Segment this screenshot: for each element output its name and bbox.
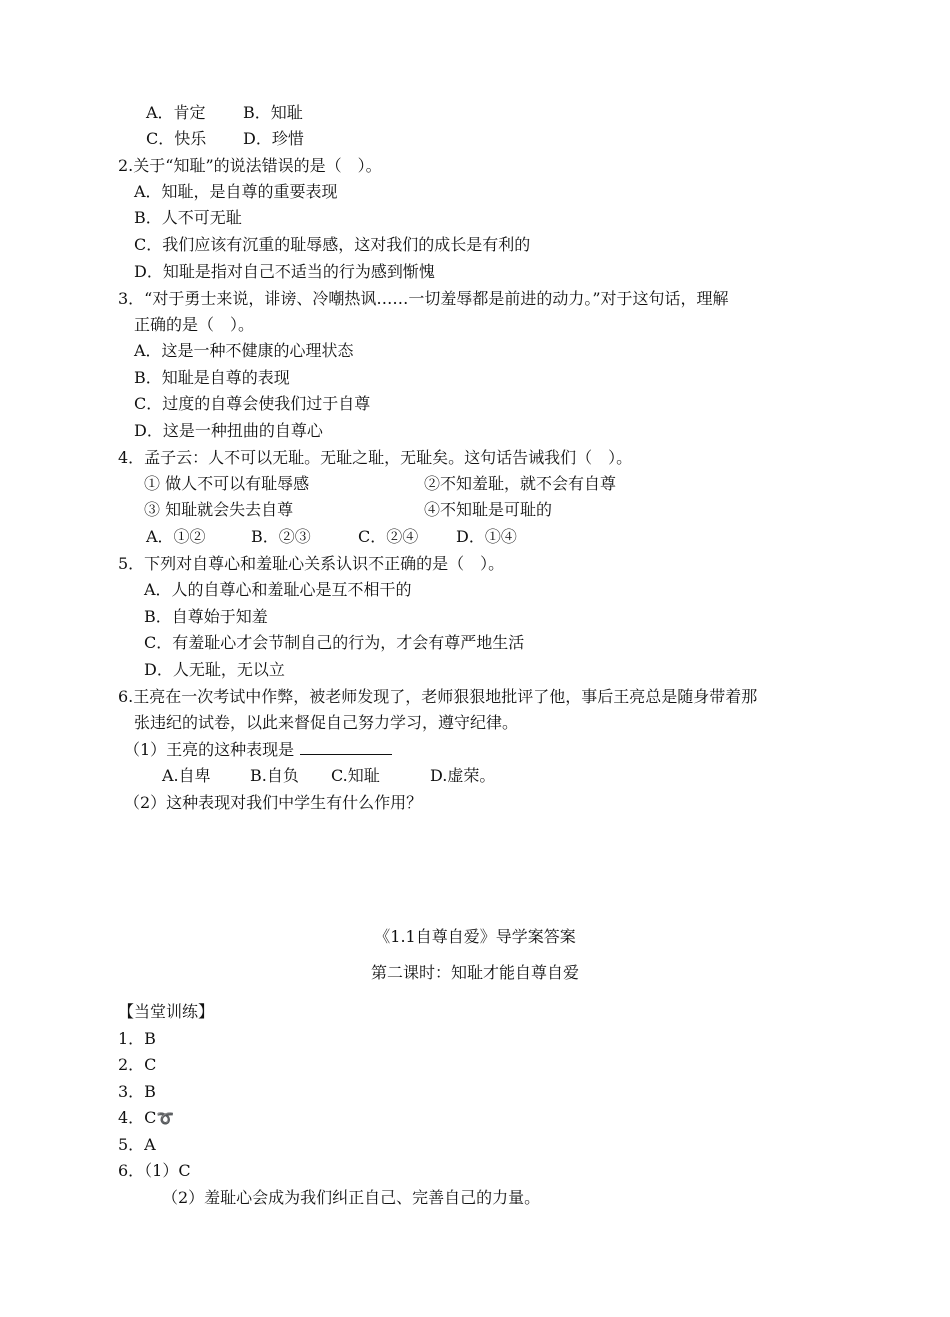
q6-sub-question-2: （2）这种表现对我们中学生有什么作用？ [124,793,423,812]
q4-item-2: ②不知羞耻，就不会有自尊 [424,474,617,493]
q4-stem: 4．孟子云：人不可以无耻。无耻之耻，无耻矣。这句话告诫我们（ ）。 [118,448,633,467]
q1-option-b: B．知耻 [243,103,303,122]
q5-option-c: C．有羞耻心才会节制自己的行为，才会有尊严地生活 [144,633,525,652]
q2-stem: 2.关于“知耻”的说法错误的是（ ）。 [118,156,382,175]
q1-option-c: C．快乐 [146,129,207,148]
answers-title: 《1.1自尊自爱》导学案答案 [374,927,576,946]
q4-option-c: C．②④ [358,527,419,546]
q3-option-d: D．这是一种扭曲的自尊心 [134,421,323,440]
q4-item-4: ④不知耻是可耻的 [424,500,553,519]
answer-blank [300,740,392,755]
answer-item-6: 6．（1）C [118,1161,191,1180]
q3-option-b: B．知耻是自尊的表现 [134,368,290,387]
q6-option-c: C.知耻 [331,766,380,785]
q3-option-c: C．过度的自尊会使我们过于自尊 [134,394,371,413]
q3-stem-line2: 正确的是（ ）。 [134,315,255,334]
answer-item-2: 2．C [118,1055,157,1074]
q3-stem-line1: 3．“对于勇士来说，诽谤、冷嘲热讽……一切羞辱都是前进的动力。”对于这句话，理解 [118,289,729,308]
q5-stem: 5．下列对自尊心和羞耻心关系认识不正确的是（ ）。 [118,554,505,573]
q4-item-3: ③ 知耻就会失去自尊 [144,500,294,519]
stray-glyph-icon: ➰ [156,1111,174,1127]
q5-option-d: D．人无耻，无以立 [144,660,285,679]
q4-option-b: B．②③ [251,527,311,546]
answer-item-4 [118,1108,174,1129]
q2-option-d: D．知耻是指对自己不适当的行为感到惭愧 [134,262,435,281]
q4-item-1: ① 做人不可以有耻辱感 [144,474,310,493]
q2-option-a: A．知耻，是自尊的重要表现 [134,182,338,201]
q2-option-c: C．我们应该有沉重的耻辱感，这对我们的成长是有利的 [134,235,531,254]
q6-stem-line2: 张违纪的试卷，以此来督促自己努力学习，遵守纪律。 [134,713,519,732]
answer-item-6-part-2: （2）羞耻心会成为我们纠正自己、完善自己的力量。 [162,1188,541,1207]
q6-sub-question-1-text: （1）王亮的这种表现是 [124,740,295,759]
answers-section-heading: 【当堂训练】 [118,1002,215,1021]
q5-option-a: A．人的自尊心和羞耻心是互不相干的 [144,580,412,599]
answer-item-3: 3．B [118,1082,156,1101]
q5-option-b: B．自尊始于知羞 [144,607,268,626]
q1-option-d: D．珍惜 [243,129,304,148]
q2-option-b: B．人不可无耻 [134,208,242,227]
q6-option-a: A.自卑 [162,766,211,785]
answer-item-5: 5．A [118,1135,156,1154]
q6-sub-question-1 [124,740,392,760]
q4-option-d: D．①④ [456,527,517,546]
answers-subtitle: 第二课时：知耻才能自尊自爱 [370,963,579,982]
q6-option-b: B.自负 [250,766,299,785]
q3-option-a: A．这是一种不健康的心理状态 [134,341,354,360]
answer-item-1: 1．B [118,1029,156,1048]
q1-option-a: A．肯定 [146,103,206,122]
q6-stem-line1: 6.王亮在一次考试中作弊，被老师发现了，老师狠狠地批评了他，事后王亮总是随身带着那 [118,687,758,706]
answer-item-4-text: 4．C [118,1108,157,1127]
q4-option-a: A．①② [146,527,206,546]
q6-option-d: D.虚荣。 [430,766,496,785]
